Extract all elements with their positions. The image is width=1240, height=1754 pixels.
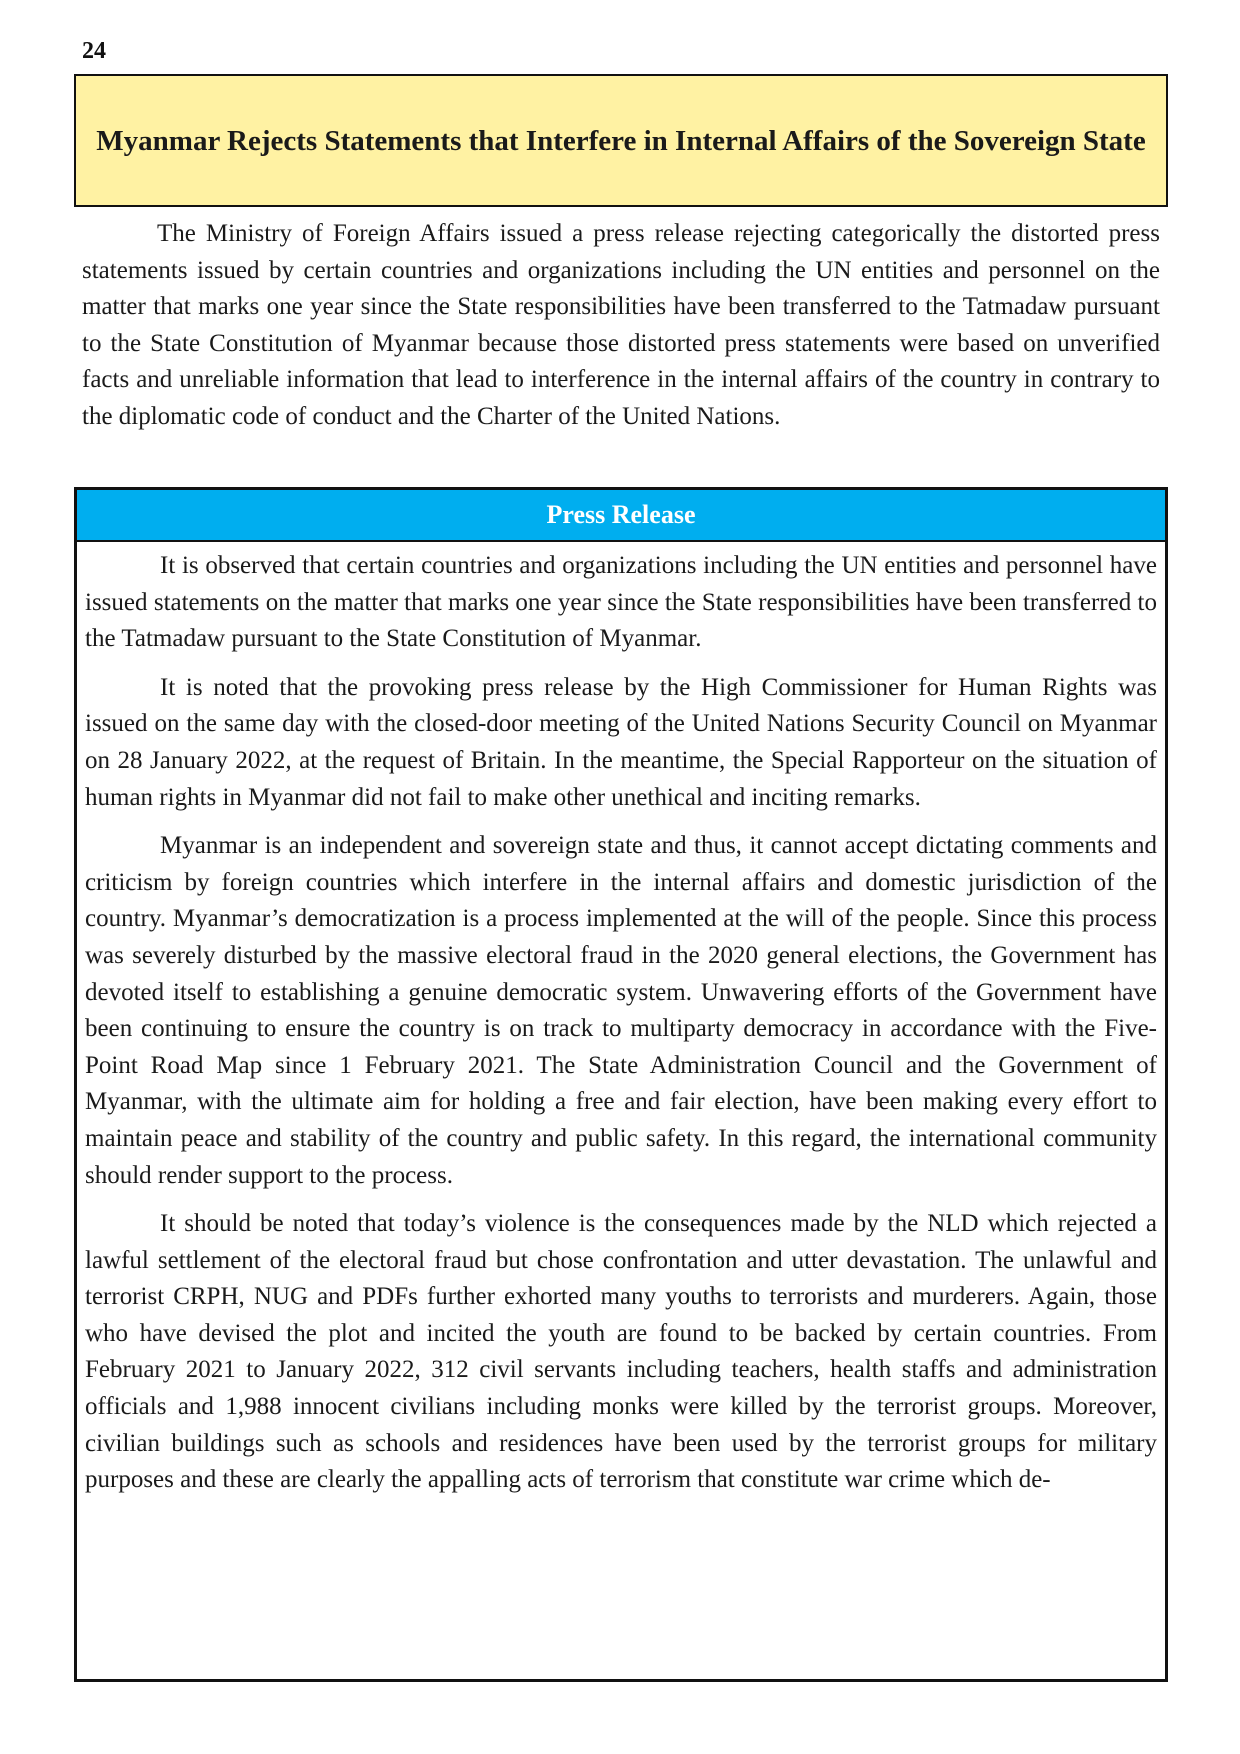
press-release-paragraph: It is noted that the provoking press release by the High Commissioner for Human Rights was issued on the same day with the closed-door meeting of the United Nations Security Council on Myanmar on 28 January 2022, at the request of Britain. In the meantime, the Special Rapporteur on the situation of human rights in Myanmar did not fail to make other unethical and inciting remarks. xyxy=(85,673,1157,811)
press-release-heading: Press Release xyxy=(77,490,1165,542)
article-title-box xyxy=(74,74,1168,207)
article-title: Myanmar Rejects Statements that Interfere in Internal Affairs of the Sovereign State xyxy=(96,124,1146,157)
intro-paragraph: The Ministry of Foreign Affairs issued a press release rejecting categorically the distorted press statements issued by certain countries and organizations including the UN entities and personnel on the matter that marks one year since the State responsibilities have been transferred to the Tatmadaw pursuant to the State Constitution of Myanmar because those distorted press statements were based on unverified facts and unreliable information that lead to interference in the internal affairs of the country in contrary to the diplomatic code of conduct and the Charter of the United Nations. xyxy=(82,220,1160,430)
press-release-box xyxy=(74,487,1168,1682)
press-release-paragraph: Myanmar is an independent and sovereign state and thus, it cannot accept dictating comments and criticism by foreign countries which interfere in the internal affairs and domestic jurisdiction of the country. Myanmar’s democratization is a process implemented at the will of the people. Since this process was severely disturbed by the massive electoral fraud in the 2020 general elections, the Government has devoted itself to establishing a genuine democratic system. Unwavering efforts of the Government have been continuing to ensure the country is on track to multiparty democracy in accordance with the Five-Point Road Map since 1 February 2021. The State Administration Council and the Government of Myanmar, with the ultimate aim for holding a free and fair election, have been making every effort to maintain peace and stability of the country and public safety. In this regard, the international community should render support to the process. xyxy=(85,832,1157,1189)
page-number: 24 xyxy=(82,38,106,64)
press-release-body xyxy=(77,542,1165,1499)
press-release-paragraph: It is observed that certain countries and organizations including the UN entities and personnel have issued statements on the matter that marks one year since the State responsibilities have been transferred to the Tatmadaw pursuant to the State Constitution of Myanmar. xyxy=(85,552,1157,653)
press-release-paragraph: It should be noted that today’s violence is the consequences made by the NLD which rejected a lawful settlement of the electoral fraud but chose confrontation and utter devastation. The unlawful and terrorist CRPH, NUG and PDFs further exhorted many youths to terrorists and murderers. Again, those who have devised the plot and incited the youth are found to be backed by certain countries. From February 2021 to January 2022, 312 civil servants including teachers, health staffs and administration officials and 1,988 innocent civilians including monks were killed by the terrorist groups. Moreover, civilian buildings such as schools and residences have been used by the terrorist groups for military purposes and these are clearly the appalling acts of terrorism that constitute war crime which de- xyxy=(85,1210,1157,1494)
